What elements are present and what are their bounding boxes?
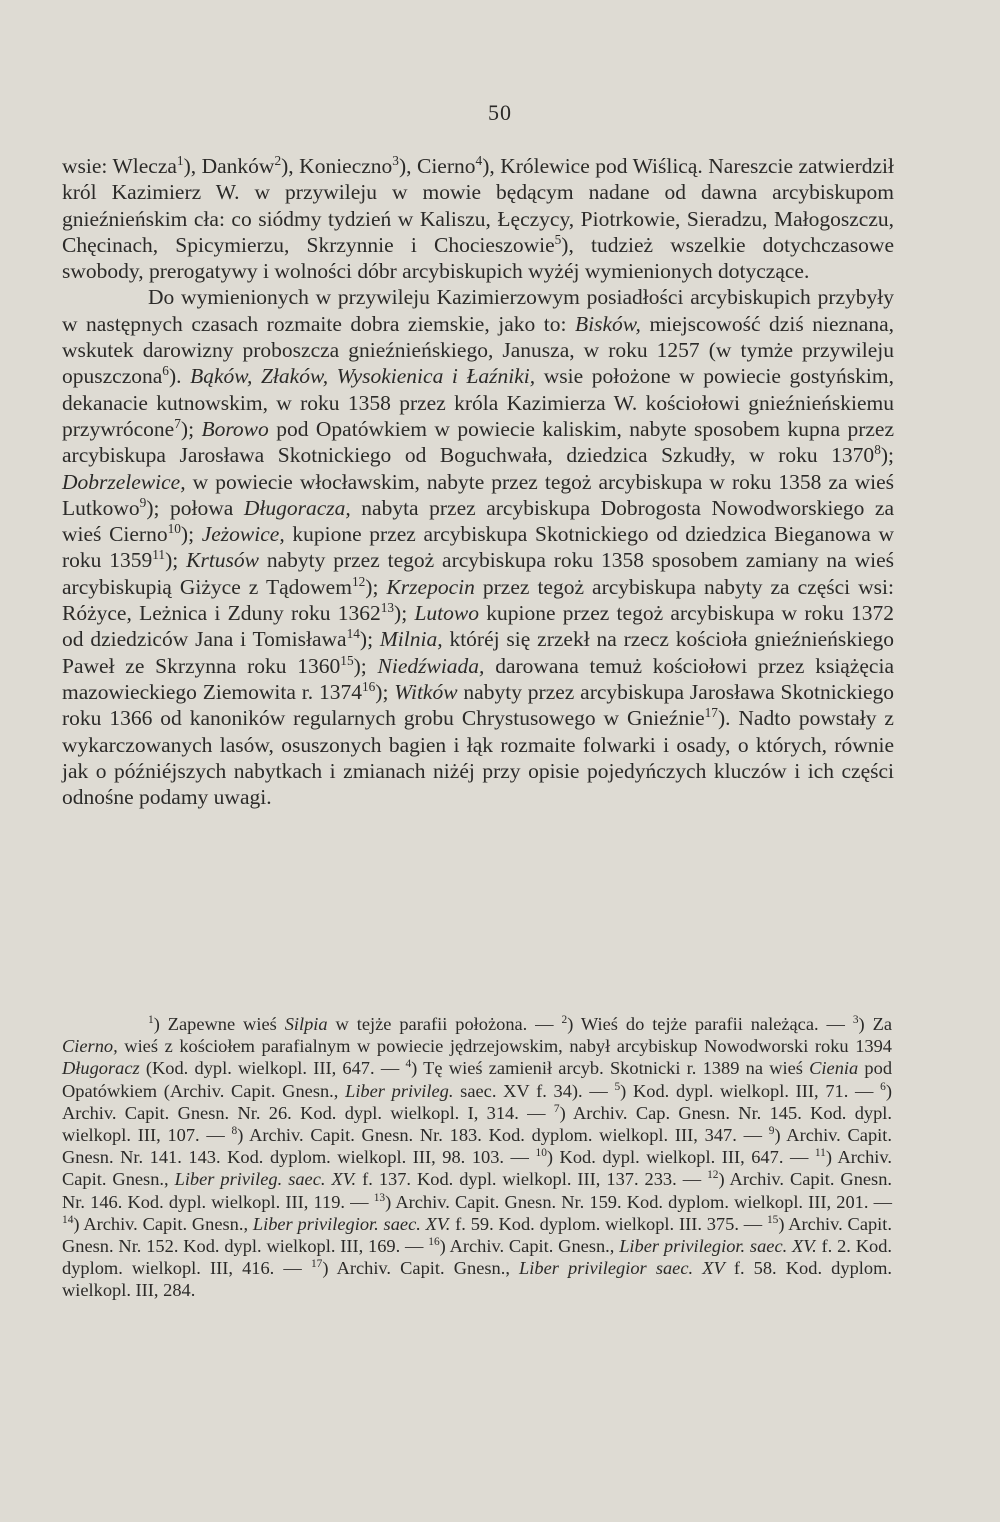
italic-place-name: Lutowo: [414, 601, 479, 626]
footnote-marker: 13: [373, 1191, 386, 1204]
footnote-marker: 13: [380, 599, 395, 615]
footnote-marker: 14: [62, 1213, 74, 1226]
footnote-marker: 3: [852, 1013, 859, 1026]
italic-place-name: Witków: [394, 679, 458, 704]
footnote-marker: 5: [554, 231, 562, 247]
footnote-marker: 15: [340, 652, 354, 668]
footnote-marker: 17: [310, 1258, 323, 1271]
footnote-marker: 12: [707, 1169, 719, 1182]
footnote-marker: 4: [475, 152, 483, 168]
footnotes: [62, 1013, 892, 1302]
italic-place-name: Liber privilegior. saec. XV.: [252, 1213, 451, 1234]
footnote-marker: 11: [152, 547, 166, 563]
footnote-marker: 8: [231, 1124, 238, 1137]
footnote-marker: 1: [176, 152, 184, 168]
footnote-marker: 5: [614, 1080, 621, 1093]
paragraph-1: wsie: Wlecza$^1$), Danków$^2$), Konieczno$^3$), Cierno$^4$), Królewice pod Wiślicą. Nareszcie zatwierdził król Kazimierz W. w przywileju w mowie będącym nadane od dawna arcybiskupom gnieźnieńskim cła: co siódmy tydzień w Kaliszu, Łęczycy, Piotrkowie, Sieradzu, Małogoszczu, Chęcinach, Spicymierzu, Skrzynnie i Chocieszowie$^5$), tudzież wszelkie dotychczasowe swobody, prerogatywy i wolności dóbr arcybiskupich wyżéj wymienionych dotyczące.: [62, 152, 894, 284]
footnote-marker: 4: [405, 1058, 412, 1071]
footnote-marker: 1: [148, 1013, 154, 1026]
main-text: [62, 153, 894, 810]
footnote-marker: 8: [874, 442, 881, 458]
footnote-marker: 11: [814, 1147, 826, 1160]
italic-place-name: Dobrzelewice,: [62, 469, 186, 494]
italic-place-name: Długoracz: [62, 1058, 140, 1079]
italic-place-name: Długoracza,: [243, 495, 351, 520]
footnote-marker: 17: [704, 705, 718, 721]
footnote-marker: 2: [274, 152, 282, 168]
italic-place-name: Cierno,: [62, 1036, 118, 1057]
footnote-marker: 9: [768, 1124, 775, 1137]
footnote-marker: 2: [561, 1013, 568, 1026]
footnote-marker: 7: [174, 415, 181, 431]
italic-place-name: Silpia: [284, 1014, 328, 1034]
footnote-marker: 16: [428, 1235, 440, 1248]
footnote-marker: 9: [139, 494, 147, 510]
italic-place-name: Borowo: [201, 416, 269, 441]
italic-place-name: Liber privileg.: [345, 1080, 454, 1101]
italic-place-name: Liber privilegior saec. XV: [519, 1258, 725, 1279]
italic-place-name: Krzepocin: [386, 574, 475, 599]
footnote-marker: 10: [535, 1147, 547, 1160]
footnote-marker: 14: [346, 626, 360, 642]
footnote-marker: 3: [392, 152, 399, 168]
italic-place-name: Cienia: [809, 1058, 859, 1079]
italic-place-name: Niedźwiada,: [377, 653, 485, 678]
paragraph-2: Do wymienionych w przywileju Kazimierzowym posiadłości arcybiskupich przybyły w następnych czasach rozmaite dobra ziemskie, jako to: Bisków, miejscowość dziś nieznana, wskutek darowizny proboszcza gnieźnieńskiego, Janusza, w roku 1257 (w tymże przywileju opuszczona$^6$). Bąków, Złaków, Wysokienica i Łaźniki, wsie położone w powiecie gostyńskim, dekanacie kutnowskim, w roku 1358 przez króla Kazimierza W. kościołowi gnieźnieńskiemu przywrócone$^7$); Borowo pod Opatówkiem w powiecie kaliskim, nabyte sposobem kupna przez arcybiskupa Jarosława Skotnickiego od Boguchwała, dziedzica Szkudły, w roku 1370$^8$); Dobrzelewice, w powiecie włocławskim, nabyte przez tegoż arcybiskupa w roku 1358 za wieś Lutkowo$^9$); połowa Długoracza, nabyta przez arcybiskupa Dobrogosta Nowodworskiego za wieś Cierno$^{10}$); Jeżowice, kupione przez arcybiskupa Skotnickiego od dziedzica Bieganowa w roku 1359$^{11}$); Krtusów nabyty przez tegoż arcybiskupa roku 1358 sposobem zamiany na wieś arcybiskupią Giżyce z Tądowem$^{12}$); Krzepocin przez tegoż arcybiskupa nabyty za części wsi: Różyce, Leżnica i Zduny roku 1362$^{13}$); Lutowo kupione przez tegoż arcybiskupa w roku 1372 od dziedziców Jana i Tomisława$^{14}$); Milnia, któréj się zrzekł na rzecz kościoła gnieźnieńskiego Paweł ze Skrzynna roku 1360$^{15}$); Niedźwiada, darowana temuż kościołowi przez książęcia mazowieckiego Ziemowita r. 1374$^{16}$); Witków nabyty przez arcybiskupa Jarosława Skotnickiego roku 1366 od kanoników regularnych grobu Chrystusowego w Gnieźnie$^{17}$). Nadto powstały z wykarczowanych lasów, osuszonych bagien i łąk rozmaite folwarki i osady, o których, równie jak o późniéjszych nabytkach i zmianach niżéj przy opisie pojedyńczych kluczów i ich części odnośne podamy uwagi.: [62, 285, 895, 810]
footnote-marker: 12: [351, 573, 366, 589]
footnote-marker: 6: [880, 1080, 886, 1093]
footnotes-text: $^1$) Zapewne wieś Silpia w tejże parafii położona. — $^2$) Wieś do tejże parafii należąca. — $^3$) Za Cierno, wieś z kościołem parafialnym w powiecie jędrzejowskim, nabył arcybiskup Nowodworski roku 1394 Długoracz (Kod. dypl. wielkopl. III, 647. — $^4$) Tę wieś zamienił arcyb. Skotnicki r. 1389 na wieś Cienia pod Opatówkiem (Archiv. Capit. Gnesn., Liber privileg. saec. XV f. 34). — $^5$) Kod. dypl. wielkopl. III, 71. — $^6$) Archiv. Capit. Gnesn. Nr. 26. Kod. dypl. wielkopl. I, 314. — $^7$) Archiv. Cap. Gnesn. Nr. 145. Kod. dypl. wielkopl. III, 107. — $^8$) Archiv. Capit. Gnesn. Nr. 183. Kod. dyplom. wielkopl. III, 347. — $^9$) Archiv. Capit. Gnesn. Nr. 141. 143. Kod. dyplom. wielkopl. III, 98. 103. — $^{10}$) Kod. dypl. wielkopl. III, 647. — $^{11}$) Archiv. Capit. Gnesn., Liber privileg. saec. XV. f. 137. Kod. dypl. wielkopl. III, 137. 233. — $^{12}$) Archiv. Capit. Gnesn. Nr. 146. Kod. dypl. wielkopl. III, 119. — $^{13}$) Archiv. Capit. Gnesn. Nr. 159. Kod. dyplom. wielkopl. III, 201. — $^{14}$) Archiv. Capit. Gnesn., Liber privilegior. saec. XV. f. 59. Kod. dyplom. wielkopl. III. 375. — $^{15}$) Archiv. Capit. Gnesn. Nr. 152. Kod. dypl. wielkopl. III, 169. — $^{16}$) Archiv. Capit. Gnesn., Liber privilegior. saec. XV. f. 2. Kod. dyplom. wielkopl. III, 416. — $^{17}$) Archiv. Capit. Gnesn., Liber privilegior saec. XV f. 58. Kod. dyplom. wielkopl. III, 284.: [62, 1013, 893, 1301]
italic-place-name: Milnia,: [379, 627, 443, 652]
italic-place-name: Bąków, Złaków, Wysokienica i Łaźniki,: [190, 364, 536, 389]
footnote-marker: 16: [361, 678, 376, 694]
italic-place-name: Jeżowice,: [201, 522, 285, 547]
italic-place-name: Krtusów: [186, 548, 259, 573]
footnote-marker: 10: [167, 521, 181, 536]
footnote-marker: 15: [766, 1213, 779, 1226]
footnote-marker: 6: [162, 363, 169, 379]
footnote-marker: 7: [553, 1102, 560, 1115]
italic-place-name: Bisków,: [575, 311, 641, 336]
page-number: 50: [488, 100, 512, 125]
italic-place-name: Liber privilegior. saec. XV.: [619, 1236, 817, 1257]
italic-place-name: Liber privileg. saec. XV.: [174, 1169, 357, 1190]
